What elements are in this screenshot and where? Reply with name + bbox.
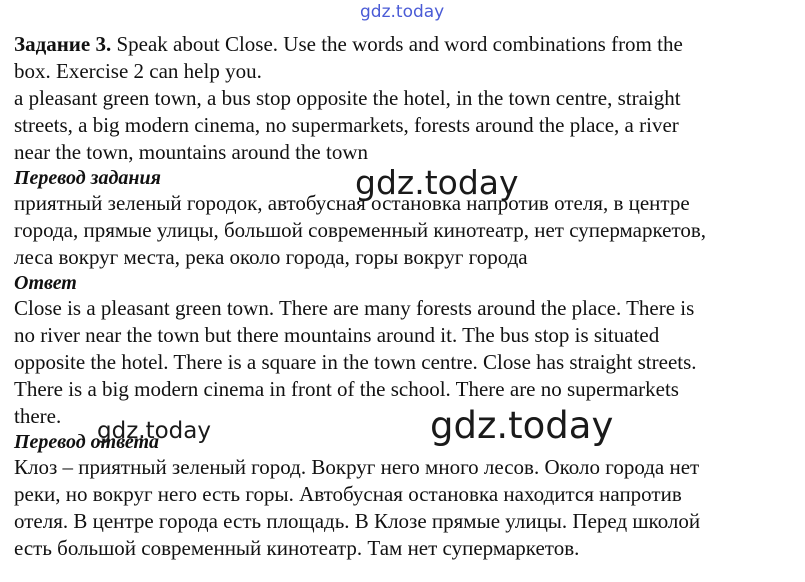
- word-box-line: streets, a big modern cinema, no supermarkets, forests around the place, a river: [14, 113, 679, 137]
- task-translation-line: приятный зеленый городок, автобусная остановка напротив отеля, в центре: [14, 191, 690, 215]
- answer-translation-line: отеля. В центре города есть площадь. В Клозе прямые улицы. Перед школой: [14, 509, 701, 533]
- watermark-left: gdz.today: [97, 418, 211, 444]
- task-translation-line: леса вокруг места, река около города, горы вокруг города: [14, 245, 528, 269]
- word-box-line: a pleasant green town, a bus stop opposite the hotel, in the town centre, straight: [14, 86, 681, 110]
- task-line-1: [14, 31, 798, 58]
- task-text: Speak about Close. Use the words and word combinations from the: [111, 32, 683, 56]
- answer-line: no river near the town but there mountains around it. The bus stop is situated: [14, 323, 660, 347]
- watermark-middle: gdz.today: [355, 163, 519, 202]
- answer-heading: Ответ: [14, 272, 77, 294]
- answer-translation-line: реки, но вокруг него есть горы. Автобусная остановка находится напротив: [14, 482, 682, 506]
- answer-line: opposite the hotel. There is a square in the town centre. Close has straight streets.: [14, 350, 697, 374]
- answer-line: There is a big modern cinema in front of the school. There are no supermarkets: [14, 377, 679, 401]
- answer-translation-line: Клоз – приятный зеленый город. Вокруг него много лесов. Около города нет: [14, 455, 700, 479]
- watermark-right: gdz.today: [430, 404, 614, 447]
- task-translation-heading: Перевод задания: [14, 167, 161, 189]
- answer-translation-line: есть большой современный кинотеатр. Там нет супермаркетов.: [14, 536, 580, 560]
- task-label: Задание 3.: [14, 32, 112, 56]
- task-translation-line: города, прямые улицы, большой современный кинотеатр, нет супермаркетов,: [14, 218, 707, 242]
- answer-line: there.: [14, 404, 62, 428]
- answer-line: Close is a pleasant green town. There are many forests around the place. There is: [14, 296, 695, 320]
- task-line-2: box. Exercise 2 can help you.: [14, 59, 262, 83]
- word-box-line: near the town, mountains around the town: [14, 140, 369, 164]
- answer-translation-heading: Перевод ответа: [14, 431, 160, 453]
- document-page: [14, 31, 798, 562]
- watermark-top: gdz.today: [360, 2, 445, 22]
